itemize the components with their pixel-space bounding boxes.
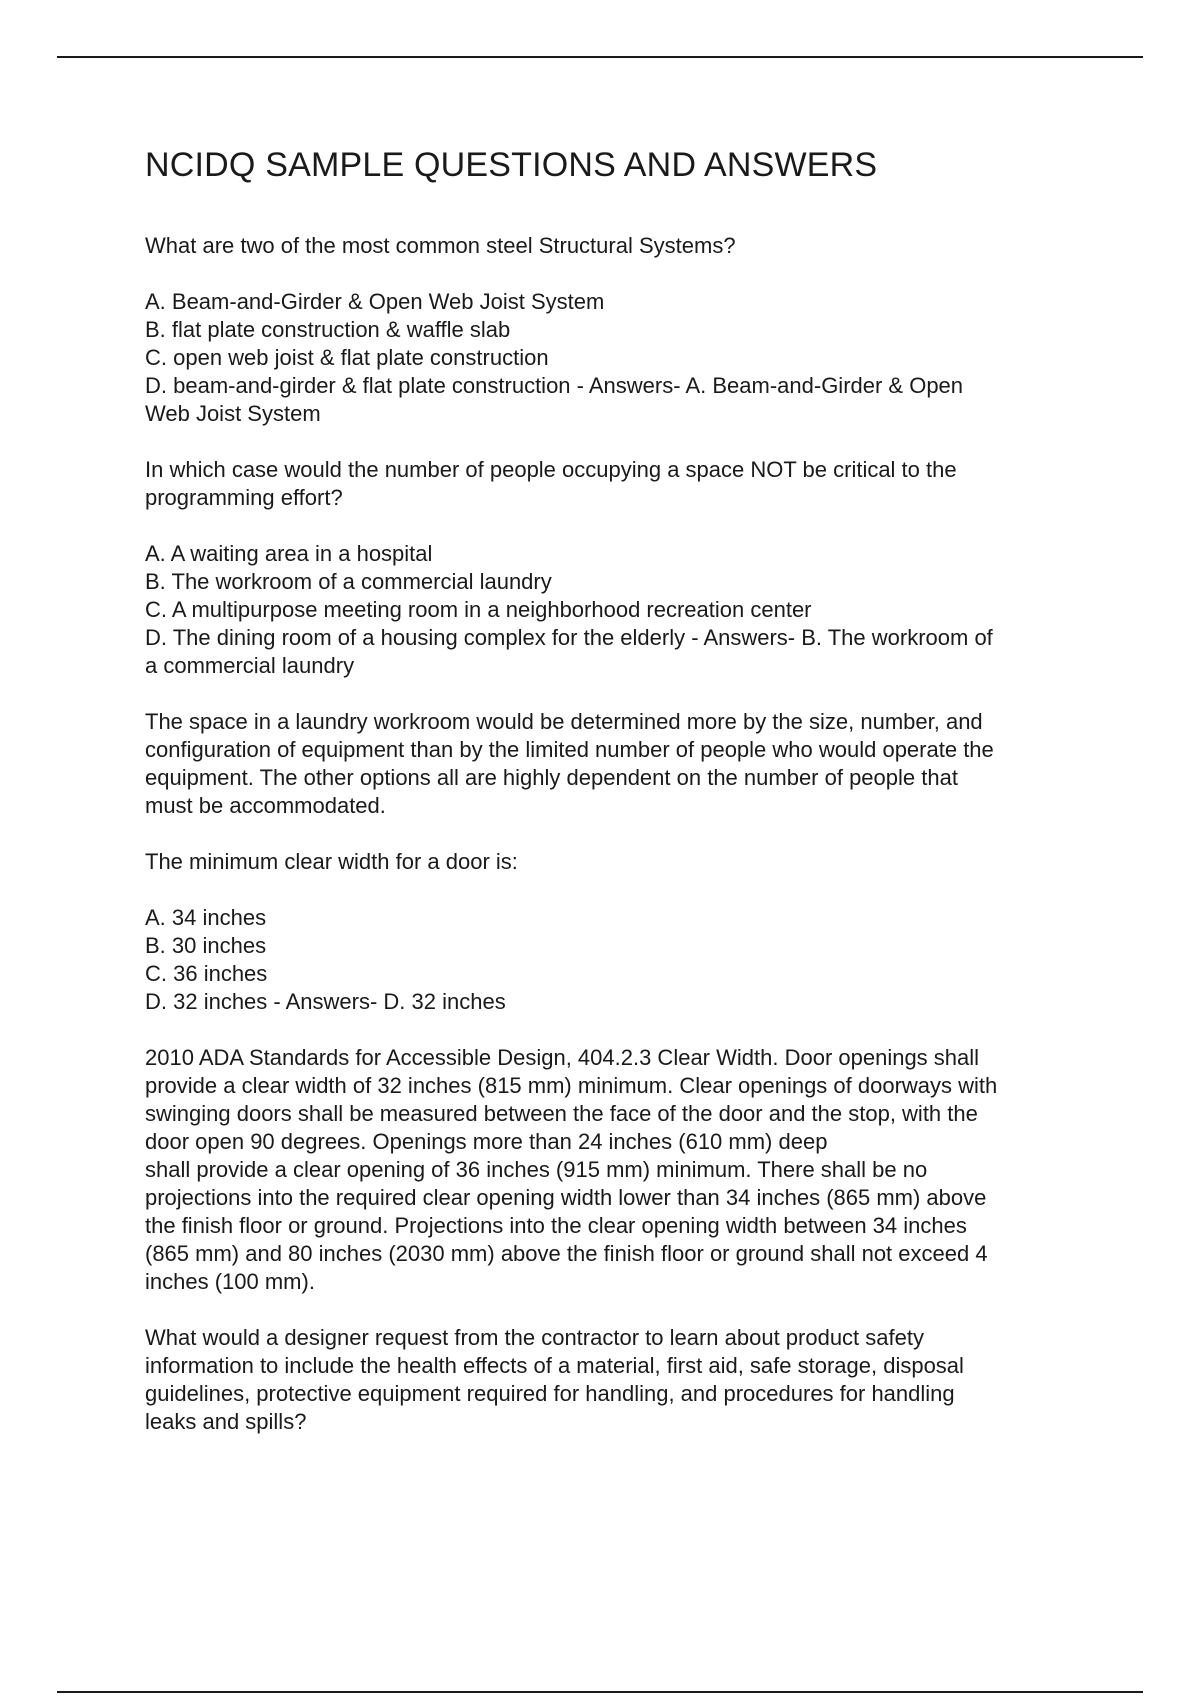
question-3-text: The minimum clear width for a door is: <box>145 849 518 874</box>
option: C. 36 inches <box>145 961 268 986</box>
explanation-line: must be accommodated. <box>145 793 386 818</box>
question-4-text: information to include the health effects of a material, first aid, safe storage, disposal <box>145 1353 964 1378</box>
explanation-line: (865 mm) and 80 inches (2030 mm) above the finish floor or ground shall not exceed 4 <box>145 1241 988 1266</box>
option-with-answer: D. The dining room of a housing complex for the elderly - Answers- B. The workroom of <box>145 625 993 650</box>
explanation-line: shall provide a clear opening of 36 inches (915 mm) minimum. There shall be no <box>145 1157 928 1182</box>
page-title: NCIDQ SAMPLE QUESTIONS AND ANSWERS <box>145 146 878 184</box>
question-4-text: leaks and spills? <box>145 1409 307 1434</box>
question-3-options <box>145 904 1095 1016</box>
question-4 <box>145 1324 1095 1436</box>
explanation-line: inches (100 mm). <box>145 1269 315 1294</box>
option: A. Beam-and-Girder & Open Web Joist System <box>145 289 605 314</box>
answer-continuation: Web Joist System <box>145 401 321 426</box>
question-4-text: What would a designer request from the contractor to learn about product safety <box>145 1325 924 1350</box>
explanation-line: door open 90 degrees. Openings more than 24 inches (610 mm) deep <box>145 1129 828 1154</box>
question-2-options <box>145 540 1095 680</box>
explanation-line: swinging doors shall be measured between the face of the door and the stop, with the <box>145 1101 978 1126</box>
option: B. 30 inches <box>145 933 267 958</box>
explanation-line: projections into the required clear opening width lower than 34 inches (865 mm) above <box>145 1185 987 1210</box>
question-2 <box>145 456 1095 512</box>
option: C. open web joist & flat plate construction <box>145 345 549 370</box>
top-divider <box>57 56 1143 58</box>
option: A. A waiting area in a hospital <box>145 541 433 566</box>
explanation-line: provide a clear width of 32 inches (815 mm) minimum. Clear openings of doorways with <box>145 1073 998 1098</box>
option: B. The workroom of a commercial laundry <box>145 569 552 594</box>
question-1 <box>145 232 1095 260</box>
option-with-answer: D. beam-and-girder & flat plate construction - Answers- A. Beam-and-Girder & Open <box>145 373 964 398</box>
question-1-text: What are two of the most common steel Structural Systems? <box>145 233 736 258</box>
question-2-text-cont: programming effort? <box>145 485 343 510</box>
option-with-answer: D. 32 inches - Answers- D. 32 inches <box>145 989 506 1014</box>
explanation-line: the finish floor or ground. Projections into the clear opening width between 34 inches <box>145 1213 967 1238</box>
explanation-line: equipment. The other options all are highly dependent on the number of people that <box>145 765 958 790</box>
question-2-text: In which case would the number of people occupying a space NOT be critical to the <box>145 457 957 482</box>
explanation-line: The space in a laundry workroom would be determined more by the size, number, and <box>145 709 983 734</box>
question-4-text: guidelines, protective equipment required for handling, and procedures for handling <box>145 1381 955 1406</box>
question-2-explanation <box>145 708 1095 820</box>
explanation-line: 2010 ADA Standards for Accessible Design, 404.2.3 Clear Width. Door openings shall <box>145 1045 980 1070</box>
question-3-explanation <box>145 1044 1095 1296</box>
option: B. flat plate construction & waffle slab <box>145 317 511 342</box>
bottom-divider <box>57 1691 1143 1693</box>
answer-continuation: a commercial laundry <box>145 653 355 678</box>
question-3 <box>145 848 1095 876</box>
document-body <box>145 140 1095 1464</box>
explanation-line: configuration of equipment than by the limited number of people who would operate the <box>145 737 994 762</box>
option: C. A multipurpose meeting room in a neighborhood recreation center <box>145 597 812 622</box>
option: A. 34 inches <box>145 905 267 930</box>
question-1-options <box>145 288 1095 428</box>
